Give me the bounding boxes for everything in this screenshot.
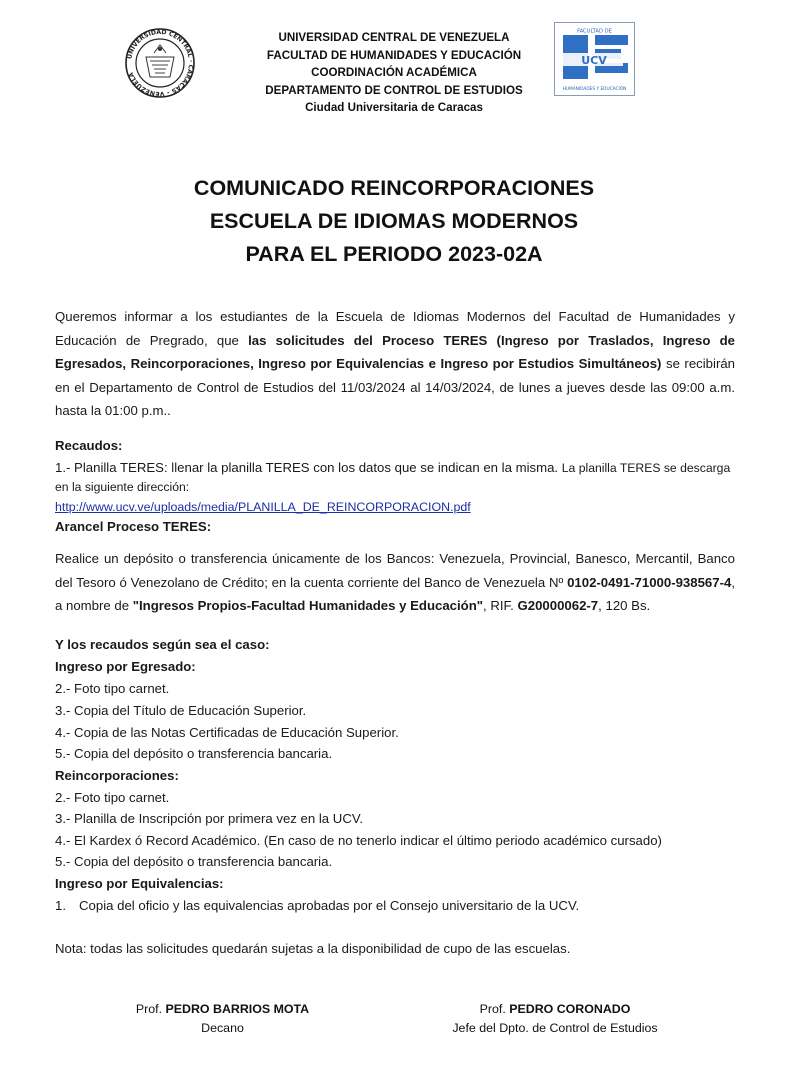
faculty-logo — [554, 22, 635, 96]
reincorporaciones-item: 2.- Foto tipo carnet. — [55, 790, 170, 805]
egresado-item: 3.- Copia del Título de Educación Superior. — [55, 703, 307, 718]
title-line-3: PARA EL PERIODO 2023-02A — [245, 242, 543, 266]
egresado-item: 5.- Copia del depósito o transferencia bancaria. — [55, 746, 333, 761]
svg-text:FACULTAD DE: FACULTAD DE — [577, 28, 612, 35]
department-head-name: PEDRO CORONADO — [509, 1002, 631, 1016]
signature-department-head: Prof. PEDRO CORONADO Jefe del Dpto. de Control de Estudios — [430, 1000, 680, 1038]
equivalencias-heading: Ingreso por Equivalencias: — [55, 876, 224, 891]
header-line-university: UNIVERSIDAD CENTRAL DE VENEZUELA — [278, 31, 510, 44]
intro-bold-process: las solicitudes del Proceso TERES (Ingreso por Traslados, Ingreso de Egresados, Reincorporaciones, Ingreso por Equivalencias e Ingreso por Estudios Simultáneos) — [55, 332, 736, 371]
header-line-department: DEPARTAMENTO DE CONTROL DE ESTUDIOS — [265, 83, 523, 97]
dean-role: Decano — [201, 1021, 244, 1035]
header-line-coordination: COORDINACIÓN ACADÉMICA — [311, 66, 477, 79]
recaudos-item-1-line2: en la siguiente dirección: — [55, 480, 190, 494]
reincorporaciones-item: 3.- Planilla de Inscripción por primera vez en la UCV. — [55, 811, 364, 826]
dean-name: PEDRO BARRIOS MOTA — [165, 1002, 310, 1016]
svg-text:UNIVERSIDAD CENTRAL · CARACAS: UNIVERSIDAD CENTRAL · CARACAS - VENEZUELA — [126, 28, 195, 98]
svg-text:UCV: UCV — [581, 54, 607, 67]
egresado-item: 4.- Copia de las Notas Certificadas de Educación Superior. — [55, 725, 399, 740]
nota-text: Nota: todas las solicitudes quedarán sujetas a la disponibilidad de cupo de las escuelas. — [55, 941, 571, 956]
recaudos-heading: Recaudos: — [55, 438, 123, 453]
document-title — [60, 172, 728, 271]
segun-caso-heading: Y los recaudos según sea el caso: — [55, 637, 270, 652]
account-holder: "Ingresos Propios-Facultad Humanidades y Educación" — [132, 598, 484, 613]
title-line-1: COMUNICADO REINCORPORACIONES — [193, 176, 595, 200]
reincorporaciones-item: 4.- El Kardex ó Record Académico. (En caso de no tenerlo indicar el último periodo académico cursado) — [55, 833, 662, 848]
planilla-download-link[interactable]: http://www.ucv.ve/uploads/media/PLANILLA_DE_REINCORPORACION.pdf — [55, 500, 471, 514]
egresado-heading: Ingreso por Egresado: — [55, 659, 196, 674]
svg-text:HUMANIDADES Y EDUCACIÓN: HUMANIDADES Y EDUCACIÓN — [562, 87, 627, 92]
university-seal-logo — [124, 27, 196, 99]
header-line-city: Ciudad Universitaria de Caracas — [305, 101, 483, 114]
recaudos-item-1: 1.- Planilla TERES: llenar la planilla TERES con los datos que se indican en la misma. La planilla TERES se descarga — [55, 460, 731, 475]
intro-paragraph: Queremos informar a los estudiantes de la Escuela de Idiomas Modernos del Facultad de Humanidades y Educación de Pregrado, que las solicitudes del Proceso TERES (Ingreso por Traslados, Ingreso de Egresados, Reincorporaciones, Ingreso por Equivalencias e Ingreso por Estudios Simultáneos) se recibirán en el Departamento de Control de Estudios del 11/03/2024 al 14/03/2024, de lunes a jueves desde las 09:00 a.m. hasta la 01:00 p.m.. — [55, 309, 736, 418]
arancel-paragraph: Realice un depósito o transferencia únicamente de los Bancos: Venezuela, Provincial, Banesco, Mercantil, Banco del Tesoro ó Venezolano de Crédito; en la cuenta corriente del Banco de Venezuela Nº 0102-0491-71000-938567-4, a nombre de "Ingresos Propios-Facultad Humanidades y Educación", RIF. G20000062-7, 120 Bs. — [55, 551, 735, 613]
bank-account-number: 0102-0491-71000-938567-4 — [567, 574, 732, 590]
institution-header — [220, 29, 568, 117]
reincorporaciones-heading: Reincorporaciones: — [55, 768, 179, 783]
egresado-item: 2.- Foto tipo carnet. — [55, 681, 170, 696]
reincorporaciones-item: 5.- Copia del depósito o transferencia bancaria. — [55, 854, 333, 869]
title-line-2: ESCUELA DE IDIOMAS MODERNOS — [209, 209, 579, 233]
equivalencias-item: 1. Copia del oficio y las equivalencias aprobadas por el Consejo universitario de la UCV. — [55, 898, 580, 913]
arancel-heading: Arancel Proceso TERES: — [55, 519, 212, 534]
header-line-faculty: FACULTAD DE HUMANIDADES Y EDUCACIÓN — [266, 48, 522, 62]
signature-dean: Prof. PEDRO BARRIOS MOTA Decano — [110, 1000, 335, 1038]
rif-number: G20000062-7 — [517, 598, 599, 613]
department-head-role: Jefe del Dpto. de Control de Estudios — [452, 1021, 658, 1035]
